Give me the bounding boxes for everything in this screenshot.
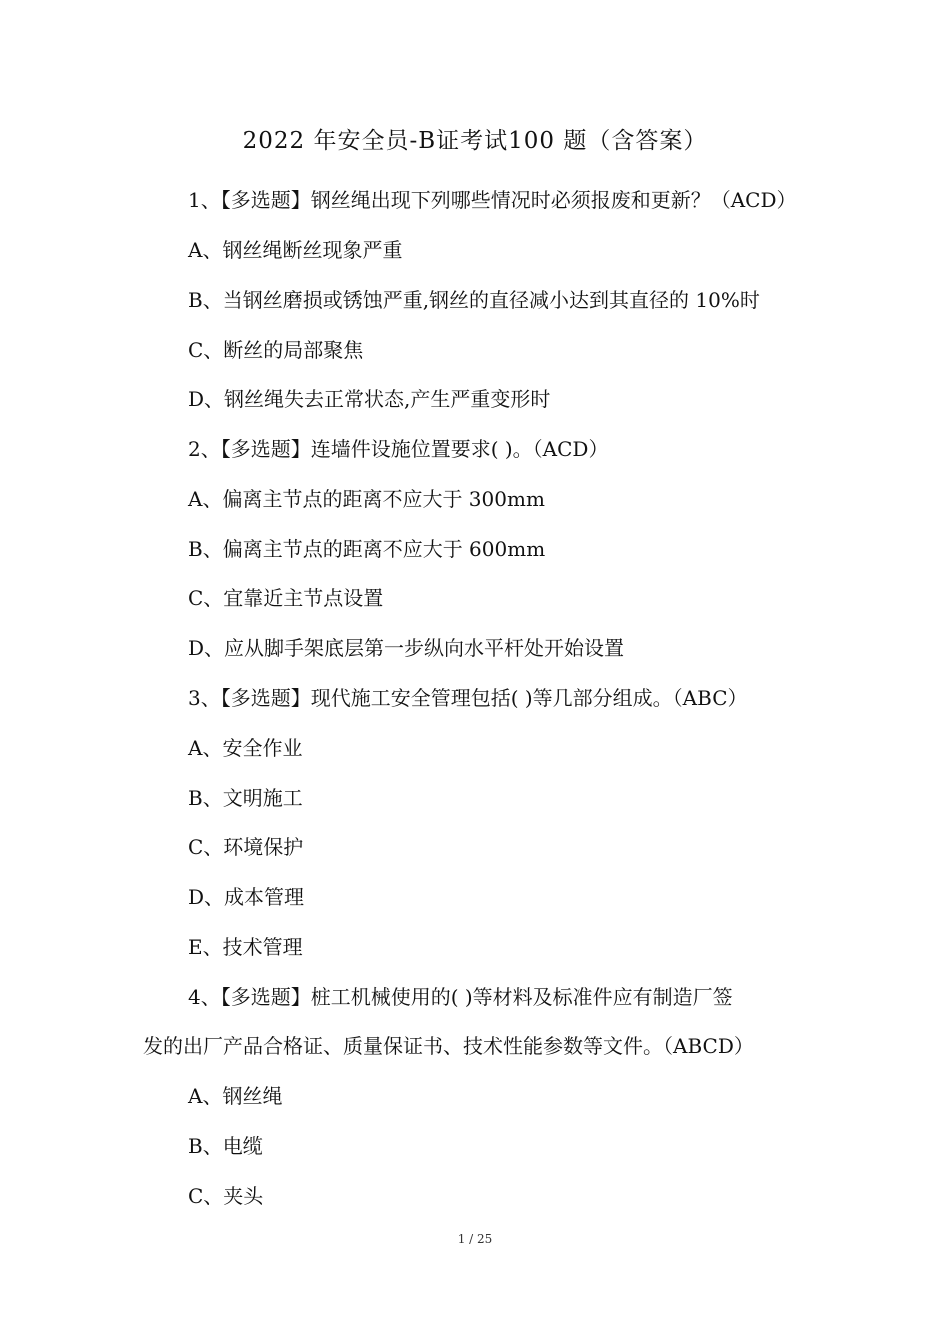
question-3-option-d: D、成本管理: [188, 885, 305, 909]
question-4-option-c: C、夹头: [188, 1184, 264, 1208]
page-number: 1 / 25: [457, 1232, 493, 1246]
question-3-option-a: A、安全作业: [188, 736, 303, 760]
question-2-option-b: B、偏离主节点的距离不应大于 600mm: [188, 537, 546, 561]
question-1-option-c: C、断丝的局部聚焦: [188, 338, 364, 362]
question-1-option-a: A、钢丝绳断丝现象严重: [188, 238, 403, 262]
document-title: 2022 年安全员-B证考试100 题（含答案）: [242, 128, 708, 154]
question-2-option-d: D、应从脚手架底层第一步纵向水平杆处开始设置: [188, 636, 625, 660]
question-2: 2、【多选题】连墙件设施位置要求( )。（ACD）: [188, 437, 609, 461]
question-4-option-b: B、电缆: [188, 1134, 263, 1158]
question-3-option-c: C、环境保护: [188, 835, 304, 859]
question-2-option-c: C、宜靠近主节点设置: [188, 586, 384, 610]
question-2-option-a: A、偏离主节点的距离不应大于 300mm: [188, 487, 545, 511]
question-4-option-a: A、钢丝绳: [188, 1084, 283, 1108]
question-4-continuation: 发的出厂产品合格证、质量保证书、技术性能参数等文件。（ABCD）: [143, 1034, 754, 1058]
question-3-option-b: B、文明施工: [188, 786, 303, 810]
question-4: 4、【多选题】桩工机械使用的( )等材料及标准件应有制造厂签: [188, 985, 733, 1009]
question-1: 1、【多选题】钢丝绳出现下列哪些情况时必须报废和更新？（ACD）: [188, 188, 797, 212]
question-3-option-e: E、技术管理: [188, 935, 303, 959]
question-3: 3、【多选题】现代施工安全管理包括( )等几部分组成。（ABC）: [188, 686, 748, 710]
question-1-option-d: D、钢丝绳失去正常状态,产生严重变形时: [188, 387, 551, 411]
question-1-option-b: B、当钢丝磨损或锈蚀严重,钢丝的直径减小达到其直径的 10%时: [188, 288, 760, 312]
